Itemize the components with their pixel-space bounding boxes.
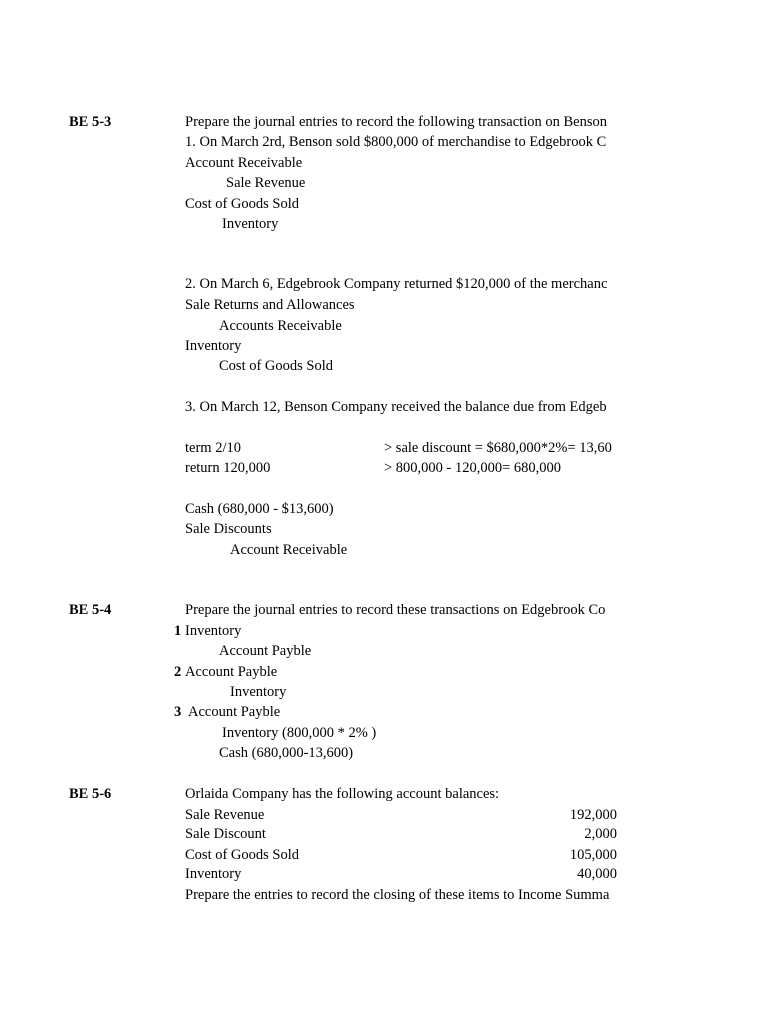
be53-term: term 2/10 <box>185 440 241 456</box>
be53-entry-inventory: Inventory <box>222 216 279 232</box>
be56-row-value: 40,000 <box>577 866 617 882</box>
be53-entry-inventory-2: Inventory <box>185 338 242 354</box>
be54-entry-inventory-2: Inventory <box>230 684 287 700</box>
be54-number-1: 1 <box>174 623 182 639</box>
be56-intro: Orlaida Company has the following account balances: <box>185 786 500 802</box>
be53-intro: Prepare the journal entries to record the following transaction on Benson <box>185 114 607 130</box>
be53-entry-sale-returns: Sale Returns and Allowances <box>185 297 355 313</box>
be53-return-calc: > 800,000 - 120,000= 680,000 <box>384 460 562 476</box>
be56-row-value: 192,000 <box>569 807 617 823</box>
be54-number-3: 3 <box>174 704 182 720</box>
be53-term-calc: > sale discount = $680,000*2%= 13,60 <box>384 440 612 456</box>
be56-outro: Prepare the entries to record the closing of these items to Income Summa <box>185 887 610 903</box>
be56-row-name: Sale Discount <box>185 826 266 842</box>
be54-intro: Prepare the journal entries to record these transactions on Edgebrook Co <box>185 602 606 618</box>
be54-entry-account-payable-2: Account Payble <box>185 664 278 680</box>
be56-label: BE 5-6 <box>69 786 112 802</box>
be54-entry-inventory: Inventory <box>185 623 242 639</box>
be53-entry-sale-discounts: Sale Discounts <box>185 521 272 537</box>
be53-question-2: 2. On March 6, Edgebrook Company returned $120,000 of the merchanc <box>185 276 608 292</box>
be54-entry-account-payable-3: Account Payble <box>188 704 281 720</box>
be56-row-value: 105,000 <box>569 847 617 863</box>
be53-entry-account-receivable-2: Account Receivable <box>230 542 348 558</box>
be54-entry-cash-calc: Cash (680,000-13,600) <box>219 745 354 761</box>
be53-entry-accounts-receivable: Accounts Receivable <box>219 318 342 334</box>
be53-entry-account-receivable: Account Receivable <box>185 155 303 171</box>
be53-question-1: 1. On March 2rd, Benson sold $800,000 of merchandise to Edgebrook C <box>185 134 607 150</box>
be56-row-name: Sale Revenue <box>185 807 265 823</box>
be54-entry-account-payable: Account Payble <box>219 643 312 659</box>
be53-return: return 120,000 <box>185 460 271 476</box>
be53-label: BE 5-3 <box>69 114 112 130</box>
be54-label: BE 5-4 <box>69 602 112 618</box>
be53-entry-cogs-2: Cost of Goods Sold <box>219 358 334 374</box>
be53-entry-cogs: Cost of Goods Sold <box>185 196 300 212</box>
be53-question-3: 3. On March 12, Benson Company received the balance due from Edgeb <box>185 399 607 415</box>
be56-row-name: Inventory <box>185 866 242 882</box>
be56-row-value: 2,000 <box>584 826 617 842</box>
be56-row-name: Cost of Goods Sold <box>185 847 300 863</box>
be53-entry-cash: Cash (680,000 - $13,600) <box>185 501 334 517</box>
be54-number-2: 2 <box>174 664 182 680</box>
be54-entry-inventory-calc: Inventory (800,000 * 2% ) <box>222 725 377 741</box>
be53-entry-sale-revenue: Sale Revenue <box>226 175 306 191</box>
